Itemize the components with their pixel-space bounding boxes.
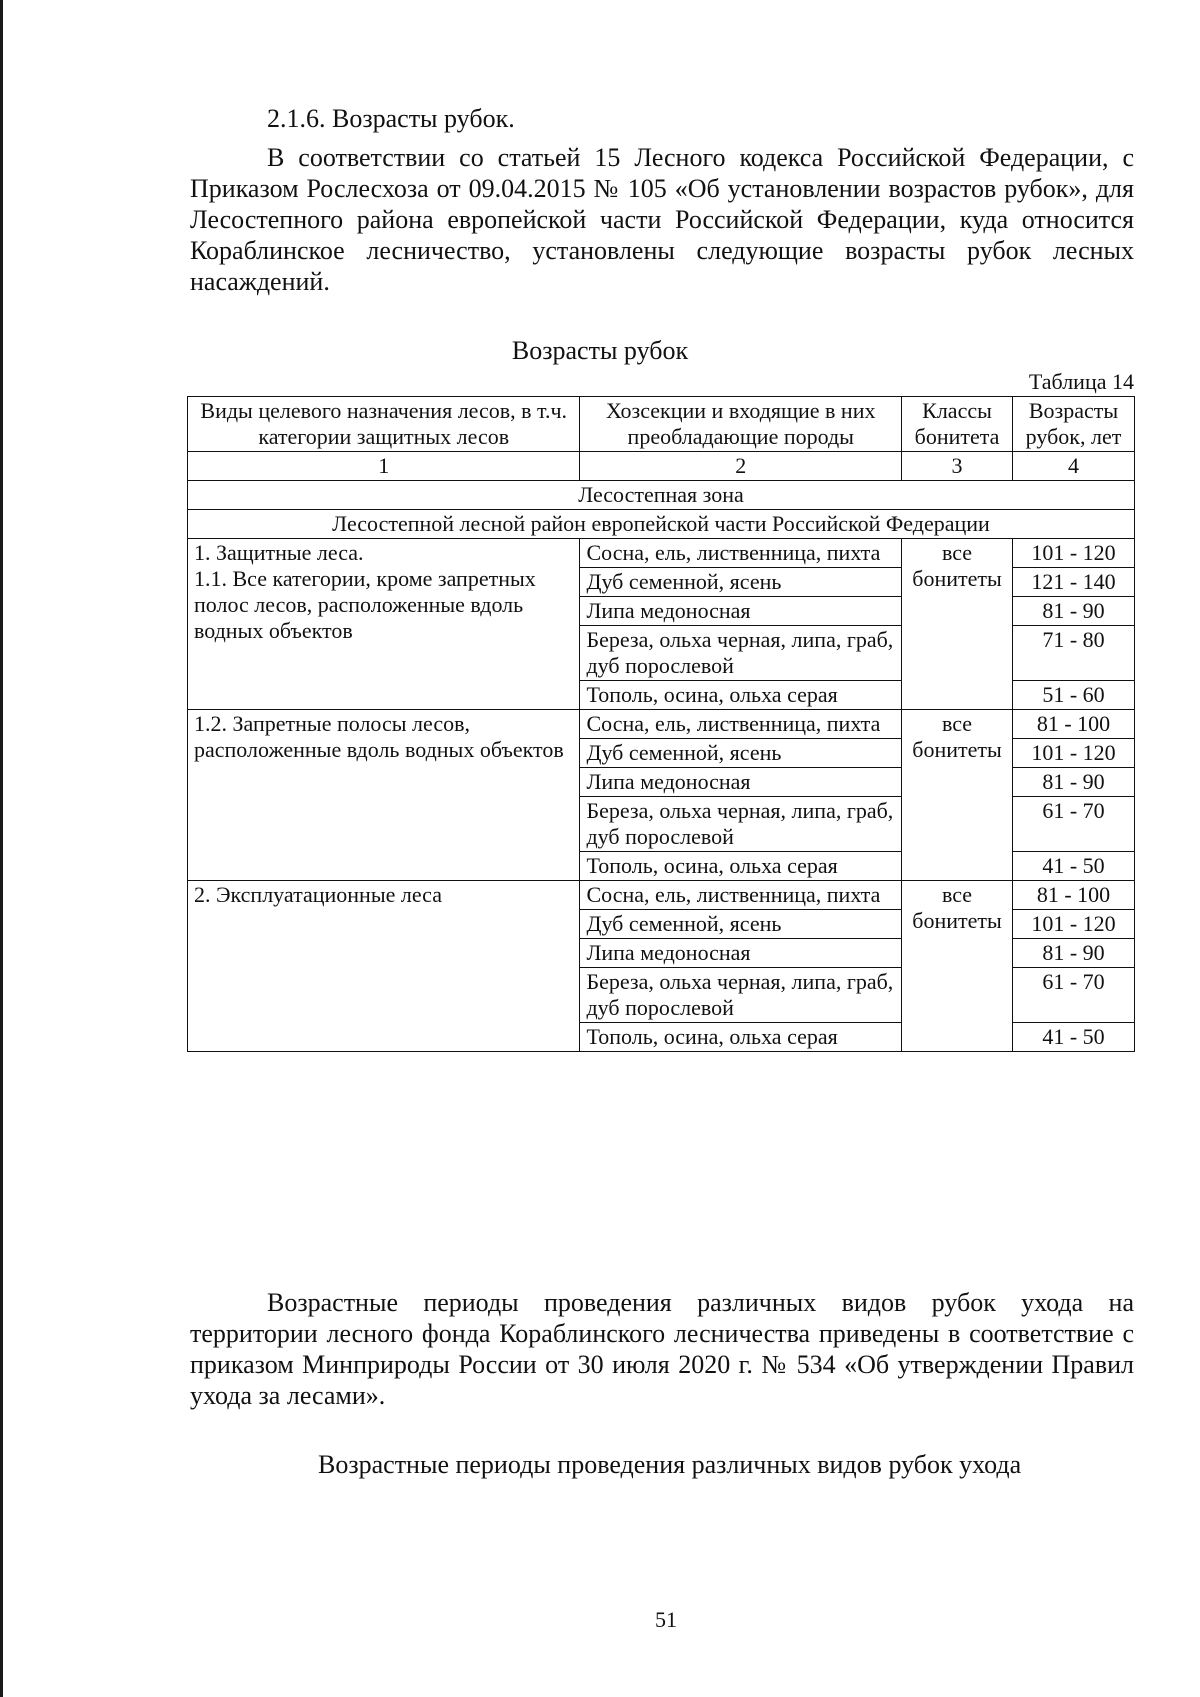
header-cell: Хозсекции и входящие в них преобладающие породы	[580, 397, 902, 452]
species-cell: Береза, ольха черная, липа, граб, дуб порослевой	[580, 626, 902, 681]
zone-cell: Лесостепная зона	[188, 481, 1135, 510]
table-row	[188, 539, 1135, 568]
species-cell: Дуб семенной, ясень	[580, 910, 902, 939]
cutting-age-cell: 51 - 60	[1013, 681, 1135, 710]
table-title: Возрасты рубок	[511, 336, 689, 365]
cutting-ages-table	[187, 396, 1135, 1052]
cutting-age-cell: 81 - 100	[1013, 710, 1135, 739]
cutting-age-cell: 81 - 100	[1013, 881, 1135, 910]
zone-row	[188, 481, 1135, 510]
species-cell: Тополь, осина, ольха серая	[580, 852, 902, 881]
species-cell: Дуб семенной, ясень	[580, 739, 902, 768]
header-cell: Классы бонитета	[902, 397, 1013, 452]
species-cell: Тополь, осина, ольха серая	[580, 681, 902, 710]
column-number-row	[188, 452, 1135, 481]
cutting-age-cell: 81 - 90	[1013, 768, 1135, 797]
forest-category-cell: 1.2. Запретные полосы лесов, расположенные вдоль водных объектов	[188, 710, 580, 881]
species-cell: Сосна, ель, лиственница, пихта	[580, 539, 902, 568]
column-number: 3	[902, 452, 1013, 481]
cutting-age-cell: 101 - 120	[1013, 910, 1135, 939]
header-cell: Возрасты рубок, лет	[1013, 397, 1135, 452]
table-row	[188, 710, 1135, 739]
page-left-edge	[0, 0, 3, 1697]
header-cell: Виды целевого назначения лесов, в т.ч. категории защитных лесов	[188, 397, 580, 452]
bonitet-cell: все бонитеты	[902, 539, 1013, 710]
species-cell: Сосна, ель, лиственница, пихта	[580, 710, 902, 739]
column-number: 4	[1013, 452, 1135, 481]
species-cell: Дуб семенной, ясень	[580, 568, 902, 597]
cutting-age-cell: 101 - 120	[1013, 739, 1135, 768]
cutting-age-cell: 121 - 140	[1013, 568, 1135, 597]
species-cell: Береза, ольха черная, липа, граб, дуб порослевой	[580, 797, 902, 852]
next-table-title: Возрастные периоды проведения различных видов рубок ухода	[318, 1450, 1022, 1479]
region-cell: Лесостепной лесной район европейской части Российской Федерации	[188, 510, 1135, 539]
species-cell: Липа медоносная	[580, 768, 902, 797]
column-number: 1	[188, 452, 580, 481]
page-number: 51	[655, 1607, 677, 1632]
species-cell: Липа медоносная	[580, 597, 902, 626]
column-number: 2	[580, 452, 902, 481]
species-cell: Сосна, ель, лиственница, пихта	[580, 881, 902, 910]
table-header-row	[188, 397, 1135, 452]
cutting-age-cell: 81 - 90	[1013, 939, 1135, 968]
table-row	[188, 881, 1135, 910]
cutting-age-cell: 81 - 90	[1013, 597, 1135, 626]
intro-paragraph: В соответствии со статьей 15 Лесного кодекса Российской Федерации, с Приказом Рослесхоза от 09.04.2015 № 105 «Об установлении возрастов рубок», для Лесостепного района европейской части Российской Федерации, куда относится Кораблинское лесничество, установлены следующие возрасты рубок лесных насаждений.	[190, 143, 1134, 296]
cutting-age-cell: 71 - 80	[1013, 626, 1135, 681]
species-cell: Липа медоносная	[580, 939, 902, 968]
closing-paragraph: Возрастные периоды проведения различных видов рубок ухода на территории лесного фонда Кораблинского лесничества приведены в соответствие с приказом Минприроды России от 30 июля 2020 г. № 534 «Об утверждении Правил ухода за лесами».	[190, 1288, 1134, 1410]
cutting-age-cell: 41 - 50	[1013, 852, 1135, 881]
cutting-age-cell: 41 - 50	[1013, 1023, 1135, 1052]
table-number: Таблица 14	[1028, 369, 1134, 394]
forest-category-cell: 1. Защитные леса. 1.1. Все категории, кроме запретных полос лесов, расположенные вдоль водных объектов	[188, 539, 580, 710]
species-cell: Тополь, осина, ольха серая	[580, 1023, 902, 1052]
section-heading: 2.1.6. Возрасты рубок.	[267, 104, 515, 133]
region-row	[188, 510, 1135, 539]
cutting-age-cell: 61 - 70	[1013, 968, 1135, 1023]
bonitet-cell: все бонитеты	[902, 881, 1013, 1052]
forest-category-cell: 2. Эксплуатационные леса	[188, 881, 580, 1052]
cutting-age-cell: 101 - 120	[1013, 539, 1135, 568]
cutting-age-cell: 61 - 70	[1013, 797, 1135, 852]
bonitet-cell: все бонитеты	[902, 710, 1013, 881]
species-cell: Береза, ольха черная, липа, граб, дуб порослевой	[580, 968, 902, 1023]
